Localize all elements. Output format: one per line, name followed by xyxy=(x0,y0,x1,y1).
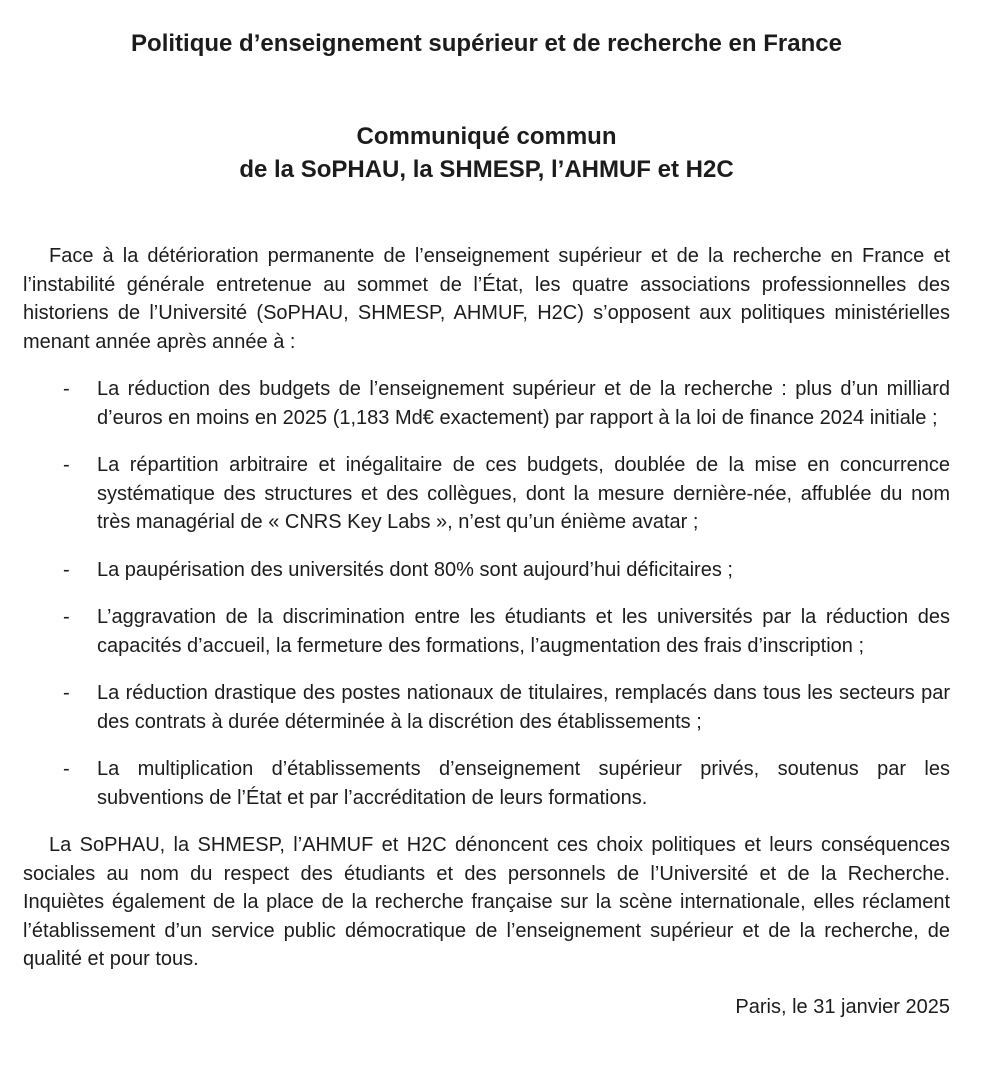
closing-paragraph: La SoPHAU, la SHMESP, l’AHMUF et H2C dénoncent ces choix politiques et leurs conséquences sociales au nom du respect des étudiants et des personnels de l’Université et de la Recherche. Inquiètes également de la place de la recherche française sur la scène internationale, elles réclament l’établissement d’un service public démocratique de l’enseignement supérieur et de la recherche, de qualité et pour tous. xyxy=(23,834,950,970)
list-item xyxy=(23,603,950,660)
list-item-text: La réduction drastique des postes nationaux de titulaires, remplacés dans tous les secteurs par des contrats à durée déterminée à la discrétion des établissements ; xyxy=(97,682,950,733)
list-item-text: La répartition arbitraire et inégalitaire de ces budgets, doublée de la mise en concurrence systématique des structures et des collègues, dont la mesure dernière-née, affublée du nom très managérial de « CNRS Key Labs », n’est qu’un énième avatar ; xyxy=(97,454,950,533)
list-item xyxy=(23,755,950,812)
list-item-text: La multiplication d’établissements d’enseignement supérieur privés, soutenus par les subventions de l’État et par l’accréditation de leurs formations. xyxy=(97,758,950,809)
list-item-marker: - xyxy=(63,454,70,476)
list-item-marker: - xyxy=(63,606,70,628)
list-item xyxy=(23,451,950,537)
list-item-marker: - xyxy=(63,758,70,780)
list-item-marker: - xyxy=(63,682,70,704)
grievance-list xyxy=(23,375,950,812)
list-item-marker: - xyxy=(63,558,70,581)
list-item-marker: - xyxy=(63,378,70,400)
document-title: Politique d’enseignement supérieur et de recherche en France xyxy=(131,30,842,57)
list-item-text: L’aggravation de la discrimination entre les étudiants et les universités par la réduction des capacités d’accueil, la fermeture des formations, l’augmentation des frais d’inscription ; xyxy=(97,606,950,657)
dateline: Paris, le 31 janvier 2025 xyxy=(735,995,950,1018)
list-item xyxy=(23,556,950,585)
list-item-text: La paupérisation des universités dont 80% sont aujourd’hui déficitaires ; xyxy=(97,558,733,581)
intro-paragraph: Face à la détérioration permanente de l’enseignement supérieur et de la recherche en France et l’instabilité générale entretenue au sommet de l’État, les quatre associations professionnelles des historiens de l’Université (SoPHAU, SHMESP, AHMUF, H2C) s’opposent aux politiques ministérielles menant année après année à : xyxy=(23,245,950,353)
subtitle-line-1: Communiqué commun xyxy=(356,123,617,150)
list-item xyxy=(23,679,950,736)
subtitle-line-2: de la SoPHAU, la SHMESP, l’AHMUF et H2C xyxy=(239,156,734,183)
list-item-text: La réduction des budgets de l’enseignement supérieur et de la recherche : plus d’un milliard d’euros en moins en 2025 (1,183 Md€ exactement) par rapport à la loi de finance 2024 initiale ; xyxy=(97,378,950,429)
document-subtitle xyxy=(23,120,950,186)
list-item xyxy=(23,375,950,432)
